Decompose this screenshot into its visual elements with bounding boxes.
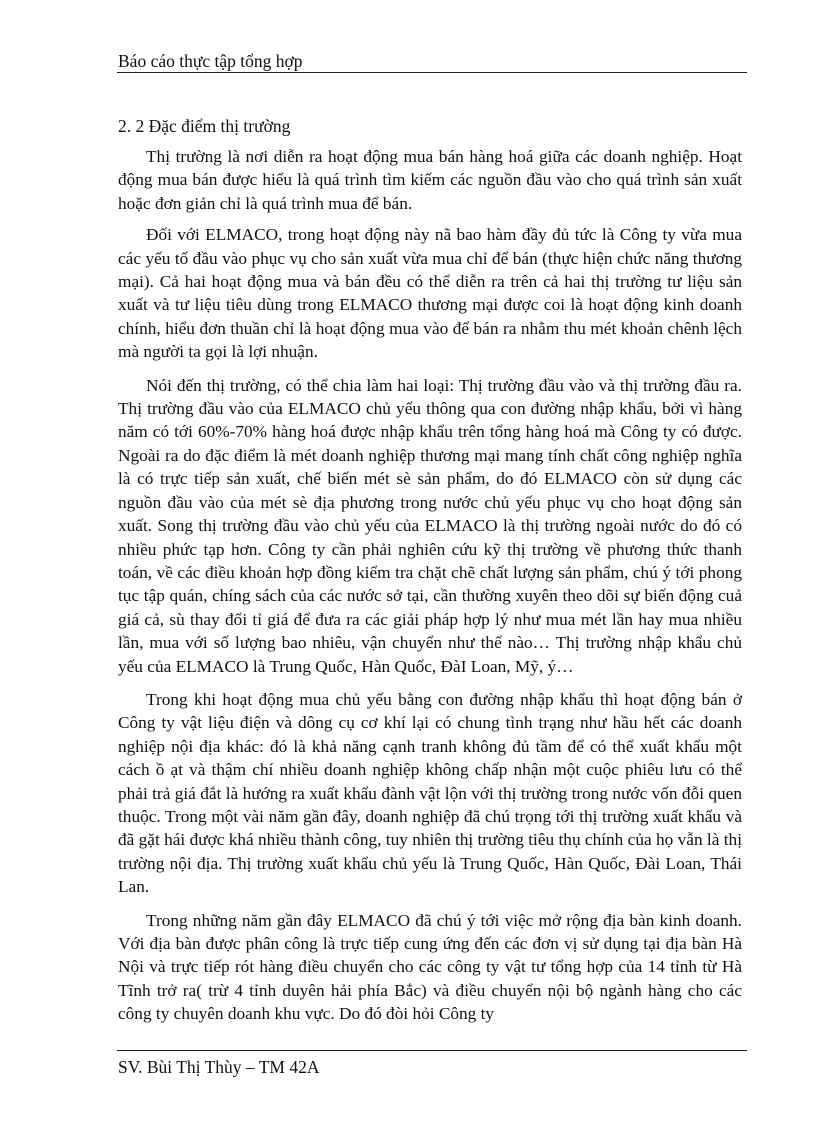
section-heading: 2. 2 Đặc điểm thị trường <box>118 116 291 136</box>
paragraph-1: Thị trường là nơi diễn ra hoạt động mua bán hàng hoá giữa các doanh nghiệp. Hoạt động mua bán được hiểu là quá trình tìm kiếm các nguồn đầu vào cho quá trình sản xuất hoặc đơn giản chỉ là quá trình mua để bán. <box>118 147 742 213</box>
page-footer-author: SV. Bùi Thị Thùy – TM 42A <box>118 1057 320 1077</box>
paragraph-4: Trong khi hoạt động mua chủ yếu bằng con đường nhập khẩu thì hoạt động bán ở Công ty vật liệu điện và dông cụ cơ khí lại có chung tình trạng như hầu hết các doanh nghiệp nội địa khác: đó là khả năng cạnh tranh không đủ tầm để có thể xuất khẩu một cách ồ ạt và thậm chí nhiều doanh nghiệp không chấp nhận một cuộc phiêu lưu có thể phải trả giá đắt là hướng ra xuất khẩu đành vật lộn với thị trường trong nước vốn đỗi quen thuộc. Trong một vài năm gần đây, doanh nghiệp đã chú trọng tới thị trường xuất khẩu và đã gặt hái được khá nhiều thành công, tuy nhiên thị trường tiêu thụ chính của họ vẫn là thị trường nội địa. Thị trường xuất khẩu chủ yếu là Trung Quốc, Hàn Quốc, Đài Loan, Thái Lan. <box>118 689 742 897</box>
paragraph-5: Trong những năm gần đây ELMACO đã chú ý tới việc mở rộng địa bàn kinh doanh. Với địa bàn được phân công là trực tiếp cung ứng đến các đơn vị sử dụng tại địa bàn Hà Nội và trực tiếp rót hàng điều chuyển cho các công ty vật tư tổng hợp của 14 tỉnh từ Hà Tĩnh trở ra( trừ 4 tỉnh duyên hải phía Bắc) và điều chuyển nội bộ ngành hàng cho các công ty chuyên doanh khu vực. Do đó đòi hỏi Công ty <box>118 910 742 1024</box>
paragraph-3: Nói đến thị trường, có thể chia làm hai loại: Thị trường đầu vào và thị trường đầu ra. Thị trường đầu vào của ELMACO chủ yếu thông qua con đường nhập khẩu, bởi vì hàng năm có tới 60%-70% hàng hoá được nhập khẩu trên tổng hàng hoá mà Công ty có được. Ngoài ra do đặc điểm là mét doanh nghiệp thương mại mang tính chất công nghiệp nghĩa là có trực tiếp sản xuất, chế biến mét sè sản phẩm, do đó ELMACO còn sử dụng các nguồn đầu vào của mét sè địa phương trong nước chủ yếu phục vụ cho hoạt động sản xuất. Song thị trường đầu vào chủ yếu của ELMACO là thị trường ngoài nước do đó có nhiều phức tạp hơn. Công ty cần phải nghiên cứu kỹ thị trường về phương thức thanh toán, về các điều khoản hợp đồng kiểm tra chặt chẽ chất lượng sản phẩm, chú ý tới phong tục tập quán, chíng sách của các nước sở tại, cần thường xuyên theo dõi sự biến động cuả giá cả, sù thay đổi tỉ giá để đưa ra các giải pháp hợp lý như mua mét lần hay mua nhiều lần, mua với số lượng bao nhiêu, vận chuyển như thế nào… Thị trường nhập khẩu chủ yếu của ELMACO là Trung Quốc, Hàn Quốc, ĐàI Loan, Mỹ, ý… <box>118 375 742 676</box>
paragraph-2: Đối với ELMACO, trong hoạt động này nã bao hàm đầy đủ tức là Công ty vừa mua các yếu tố đầu vào phục vụ cho sản xuất vừa mua chỉ để bán (thực hiện chức năng thương mại). Cả hai hoạt động mua và bán đều có thể diễn ra trên cả hai thị trường tư liệu sản xuất và tư liệu tiêu dùng trong ELMACO thương mại được coi là hoạt động kinh doanh chính, hiểu đơn thuần chỉ là hoạt động mua vào để bán ra nhằm thu mét khoản chênh lệch mà người ta gọi là lợi nhuận. <box>118 225 742 362</box>
header-divider <box>117 72 747 73</box>
document-body <box>118 115 742 1036</box>
page-header-title: Báo cáo thực tập tổng hợp <box>118 51 303 71</box>
footer-divider <box>117 1050 747 1051</box>
